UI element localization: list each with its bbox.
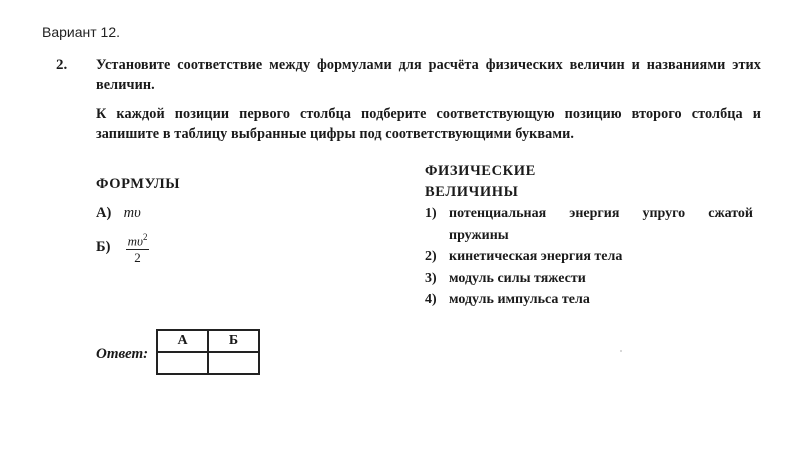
list-item: 1) потенциальная энергия упруго сжатой пружины bbox=[425, 206, 753, 243]
answer-table bbox=[156, 329, 260, 375]
list-item: 3) модуль силы тяжести bbox=[425, 270, 586, 286]
list-item: 4) модуль импульса тела bbox=[425, 292, 590, 307]
list-item: 2) кинетическая энергия тела bbox=[425, 249, 623, 264]
formula-a bbox=[96, 205, 141, 222]
answer-column-a: А bbox=[157, 330, 208, 352]
quantities-list bbox=[425, 203, 753, 311]
formula-b-numerator: $m\upsilon^2$ bbox=[126, 229, 150, 250]
answer-cell-b[interactable] bbox=[208, 352, 259, 374]
formula-b-label: Б) bbox=[96, 239, 111, 255]
formula-b bbox=[96, 229, 149, 266]
formula-a-label: А) bbox=[96, 205, 112, 221]
formula-b-exponent: 2 bbox=[142, 232, 148, 242]
answer-label: Ответ: bbox=[96, 346, 149, 362]
speck bbox=[620, 350, 622, 352]
answer-column-b: Б bbox=[208, 330, 259, 352]
question-number: 2. bbox=[56, 57, 68, 73]
quantities-header-line2: ВЕЛИЧИНЫ bbox=[425, 184, 519, 200]
quantities-header bbox=[425, 161, 536, 203]
formula-b-fraction bbox=[126, 229, 150, 266]
formulas-header: ФОРМУЛЫ bbox=[96, 176, 181, 192]
formula-a-expression: mυ bbox=[123, 205, 141, 221]
question-text: Установите соответствие между формулами для расчёта физических величин и названиями этих величин. bbox=[96, 57, 761, 93]
variant-title: Вариант 12. bbox=[42, 24, 121, 40]
quantities-header-line1: ФИЗИЧЕСКИЕ bbox=[425, 163, 536, 179]
question-instruction: К каждой позиции первого столбца подберите соответствующую позицию второго столбца и запишите в таблицу выбранные цифры под соответствующими буквами. bbox=[96, 106, 761, 142]
formula-b-denominator: 2 bbox=[134, 250, 141, 266]
answer-cell-a[interactable] bbox=[157, 352, 208, 374]
